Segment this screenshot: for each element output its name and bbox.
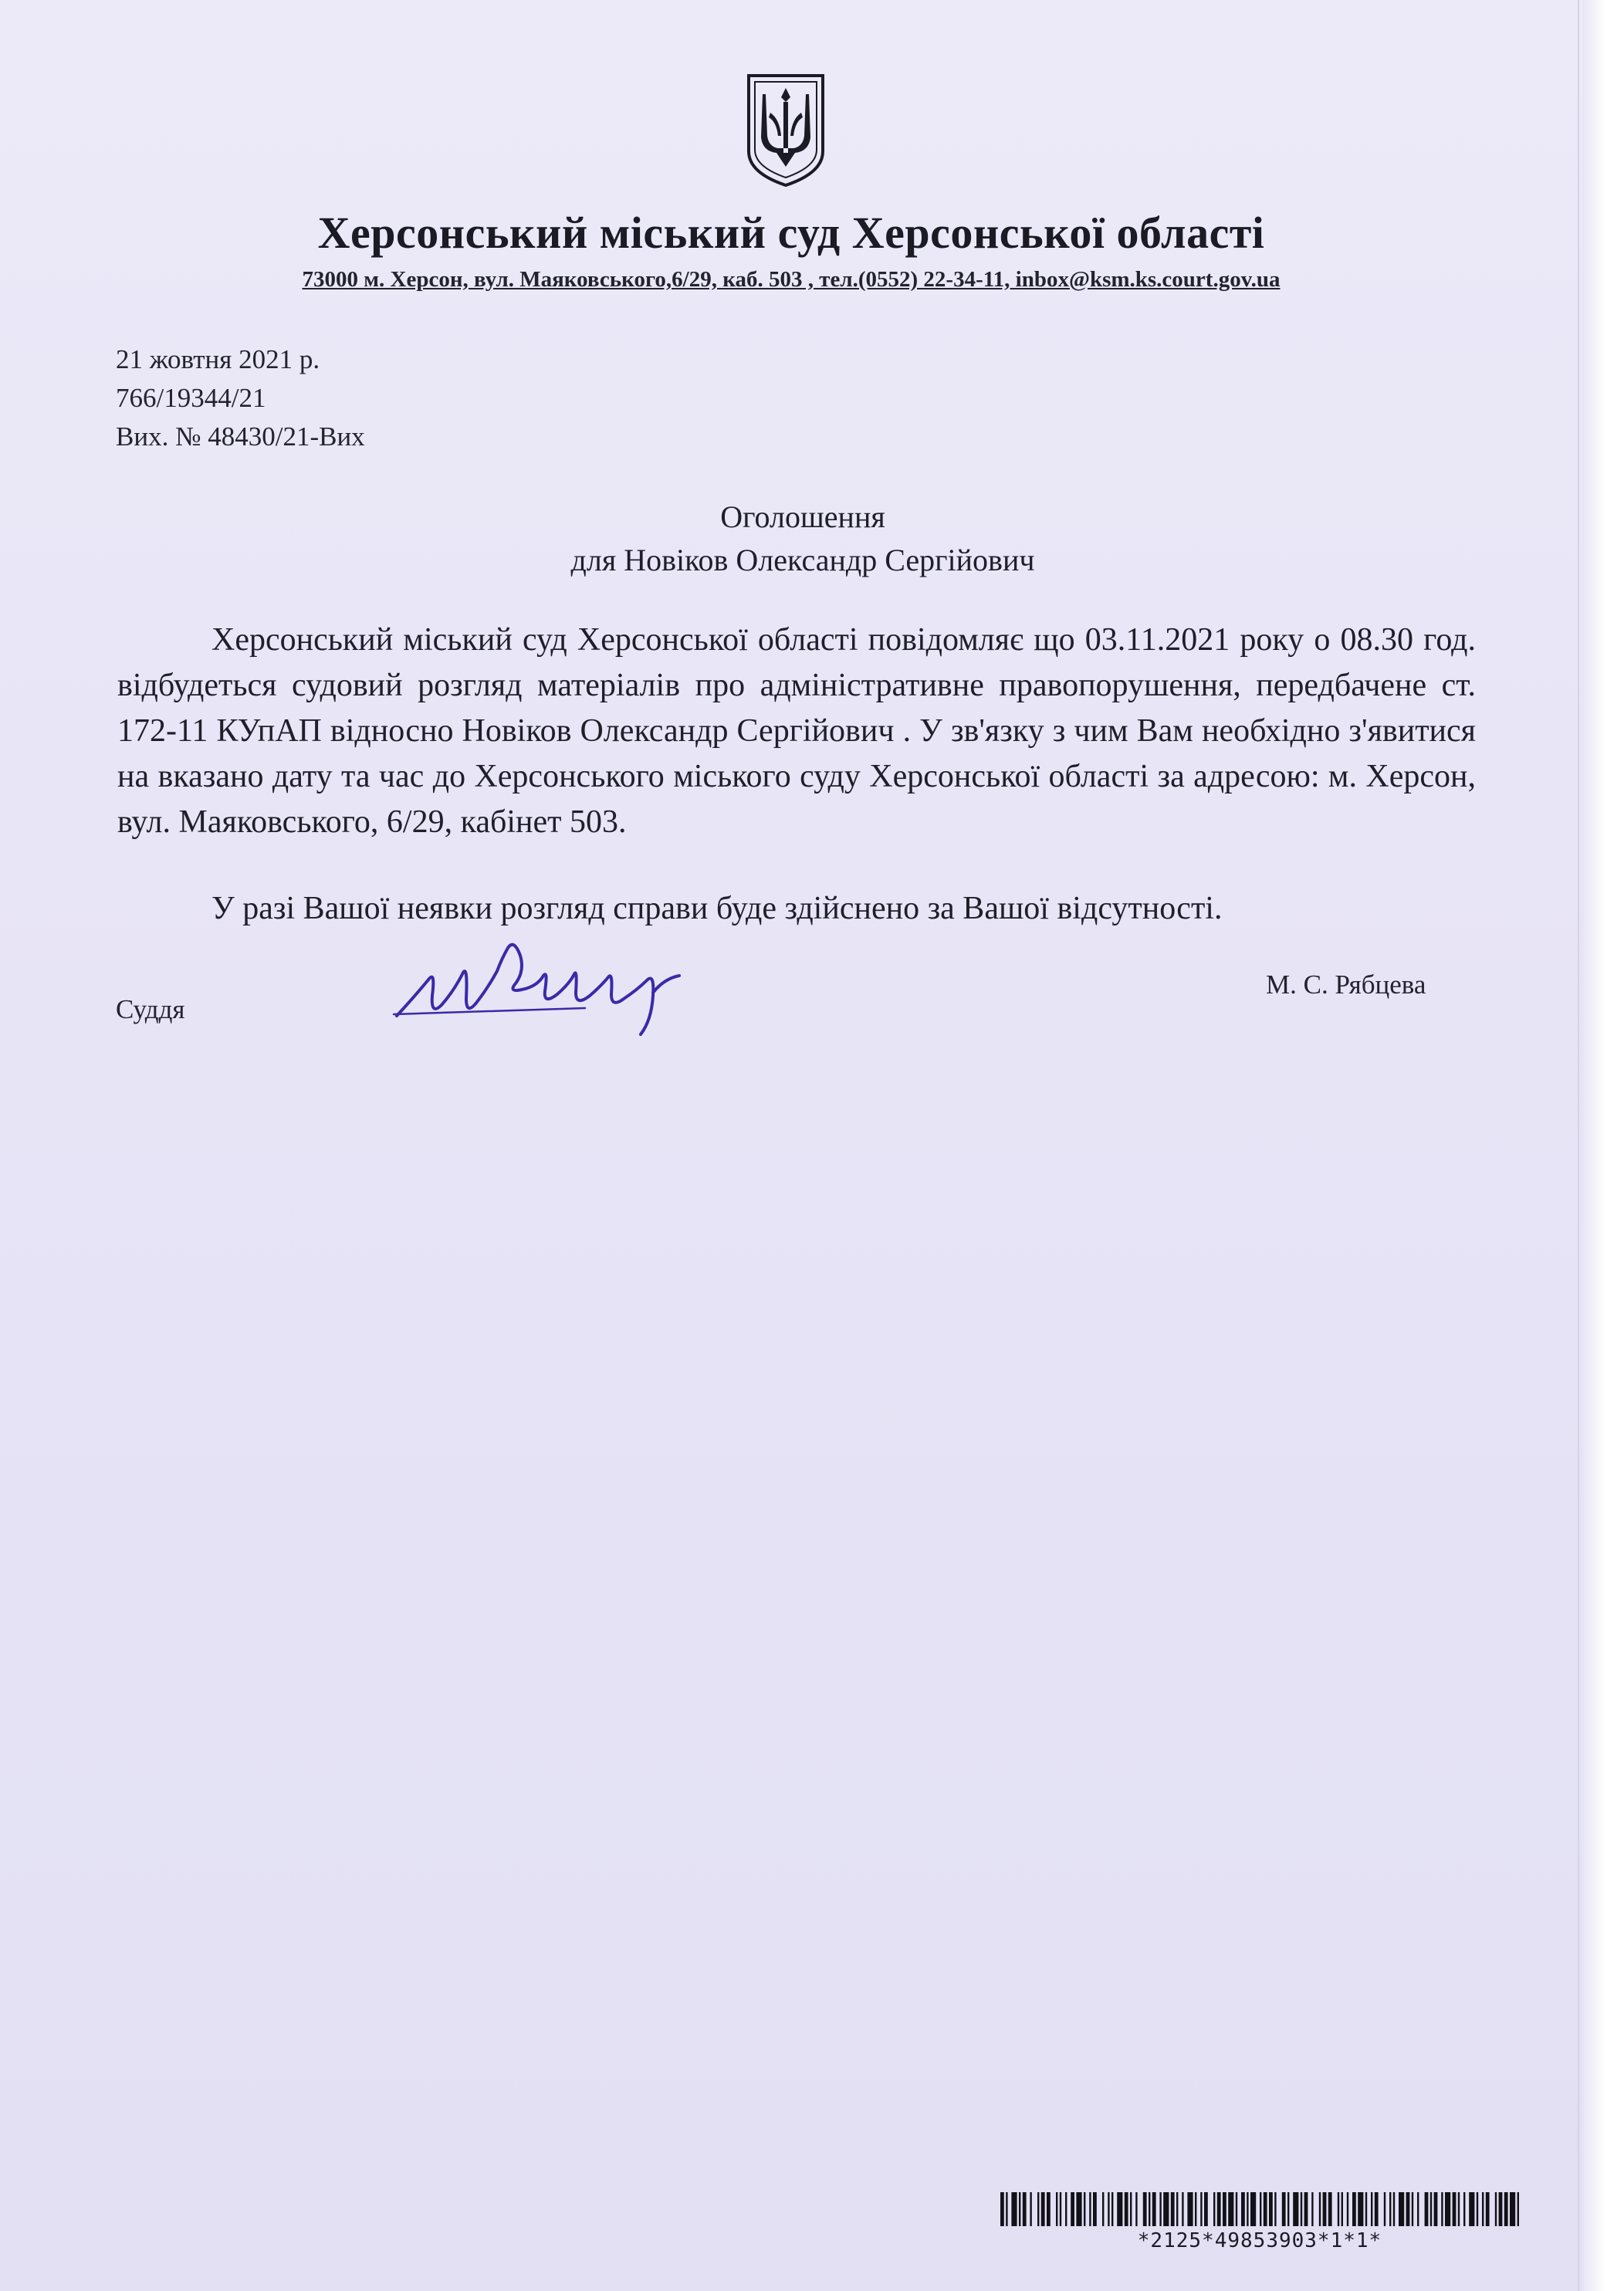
barcode-bar [1477,2192,1478,2226]
barcode-bar [1304,2192,1308,2226]
barcode-bar [1200,2192,1202,2226]
barcode-bar [1250,2192,1256,2226]
barcode-bar [1384,2192,1385,2226]
barcode-bar [1417,2192,1419,2226]
judge-name: М. С. Рябцева [1266,970,1426,1000]
court-title: Херсонський міський суд Херсонської області [317,208,1265,258]
notice-paragraph-main: Херсонський міський суд Херсонської області повідомляє що 03.11.2021 року о 08.30 год. відбудеться судовий розгляд матеріалів про адміністративне правопорушення, передбачене ст. 172-11 КУпАП відносно Новіков Олександр Сергійович . У зв'язку з чим Вам необхідно з'явитися на вказано дату та час до Херсонського міського суду Херсонської області за адресою: м. Херсон, вул. Маяковського, 6/29, кабінет 503. [117,622,1476,840]
notice-absence-block [117,886,1476,932]
barcode-bar [1319,2192,1321,2226]
barcode-bar [1328,2192,1332,2226]
barcode-bar [1108,2192,1109,2226]
court-address: 73000 м. Херсон, вул. Маяковського,6/29, каб. 503 , тел.(0552) 22-34-11, inbox@ksm.ks.court.gov.ua [302,267,1281,292]
barcode-bar [1152,2192,1156,2226]
barcode-bar [1389,2192,1391,2226]
barcode-bar [1269,2192,1273,2226]
barcode-bar [1006,2192,1007,2226]
barcode-bar [1163,2192,1169,2226]
barcode-number: *2125*49853903*1*1* [1137,2229,1382,2252]
barcode-bar [1399,2192,1404,2226]
notice-recipient: для Новіков Олександр Сергійович [570,543,1035,577]
barcode-bar [1125,2192,1128,2226]
barcode-bar [1412,2192,1413,2226]
judge-signature [392,925,685,1041]
barcode-bar [1084,2192,1085,2226]
barcode-bar [1347,2192,1348,2226]
barcode-bar [1260,2192,1261,2226]
barcode-bar [1247,2192,1248,2226]
barcode-bar [1159,2192,1161,2226]
barcode-bar [1117,2192,1122,2226]
barcode-bar [1111,2192,1113,2226]
barcode-bar [1182,2192,1183,2226]
barcode-bar [1187,2192,1193,2226]
notice-title: Оголошення [720,499,885,534]
barcode-bar [1195,2192,1196,2226]
barcode-bar [1030,2192,1031,2226]
barcode-bar [1406,2192,1410,2226]
barcode-bar [1499,2192,1503,2226]
barcode-bar [1102,2192,1104,2226]
barcode-bar [1274,2192,1276,2226]
barcode-bar [1453,2192,1457,2226]
barcode-bar [1264,2192,1267,2226]
barcode-bar [1000,2192,1004,2226]
barcode-bar [1463,2192,1465,2226]
barcode-bar [1445,2192,1450,2226]
notice-paragraph-absence: У разі Вашої неявки розгляд справи буде здійснено за Вашої відсутності. [211,891,1223,926]
barcode-bar [1293,2192,1298,2226]
barcode-bar [1041,2192,1045,2226]
barcode-bar [1023,2192,1027,2226]
barcode-bar [1469,2192,1474,2226]
barcode-bar [1458,2192,1460,2226]
page-edge [1582,0,1624,2291]
barcode-bar [1425,2192,1429,2226]
trident-coat-of-arms-icon [743,71,829,188]
judge-role-label: Суддя [116,994,185,1024]
barcode-bar [1089,2192,1091,2226]
barcode-bar [1236,2192,1237,2226]
barcode-bar [1149,2192,1150,2226]
document-date: 21 жовтня 2021 р. [116,344,320,374]
barcode-bar [1311,2192,1313,2226]
barcode-bar [1482,2192,1484,2226]
barcode-bar [1430,2192,1432,2226]
barcode-bar [1241,2192,1245,2226]
barcode-bar [1323,2192,1327,2226]
barcode-bar [1171,2192,1175,2226]
barcode-bar [1011,2192,1017,2226]
barcode-bar [1037,2192,1039,2226]
barcode-bar [1517,2192,1519,2226]
barcode-bar [1060,2192,1061,2226]
barcode-bar [1371,2192,1372,2226]
barcode-bar [1093,2192,1097,2226]
barcode-bar [1375,2192,1379,2226]
barcode-bar [1228,2192,1233,2226]
barcode-bar [1341,2192,1343,2226]
barcode-bar [1019,2192,1020,2226]
barcode-bar [1282,2192,1286,2226]
barcode-bar [1338,2192,1339,2226]
barcode-bar [1352,2192,1356,2226]
barcode-bar [1504,2192,1508,2226]
page-edge-line [1578,0,1579,2291]
notice-body [117,618,1476,845]
barcode-bar [1130,2192,1132,2226]
barcode-bar [1204,2192,1208,2226]
case-number: 766/19344/21 [116,383,266,413]
barcode-bar [1076,2192,1081,2226]
barcode-bar [1176,2192,1178,2226]
barcode-bar [1510,2192,1515,2226]
barcode-bar [1441,2192,1443,2226]
barcode [1000,2192,1519,2226]
outgoing-number: Вих. № 48430/21-Вих [116,421,365,452]
barcode-bar [1365,2192,1367,2226]
barcode-bar [1047,2192,1051,2226]
barcode-bar [1056,2192,1057,2226]
barcode-bar [1358,2192,1363,2226]
barcode-bar [1135,2192,1137,2226]
barcode-bar [1486,2192,1490,2226]
barcode-bar [1143,2192,1147,2226]
barcode-bar [1301,2192,1302,2226]
barcode-bar [1434,2192,1438,2226]
barcode-bar [1287,2192,1289,2226]
barcode-bar [1065,2192,1067,2226]
barcode-bar [1217,2192,1221,2226]
barcode-bar [1071,2192,1074,2226]
barcode-bar [1223,2192,1226,2226]
barcode-bar [1495,2192,1497,2226]
barcode-bar [1213,2192,1215,2226]
barcode-bar [1393,2192,1395,2226]
